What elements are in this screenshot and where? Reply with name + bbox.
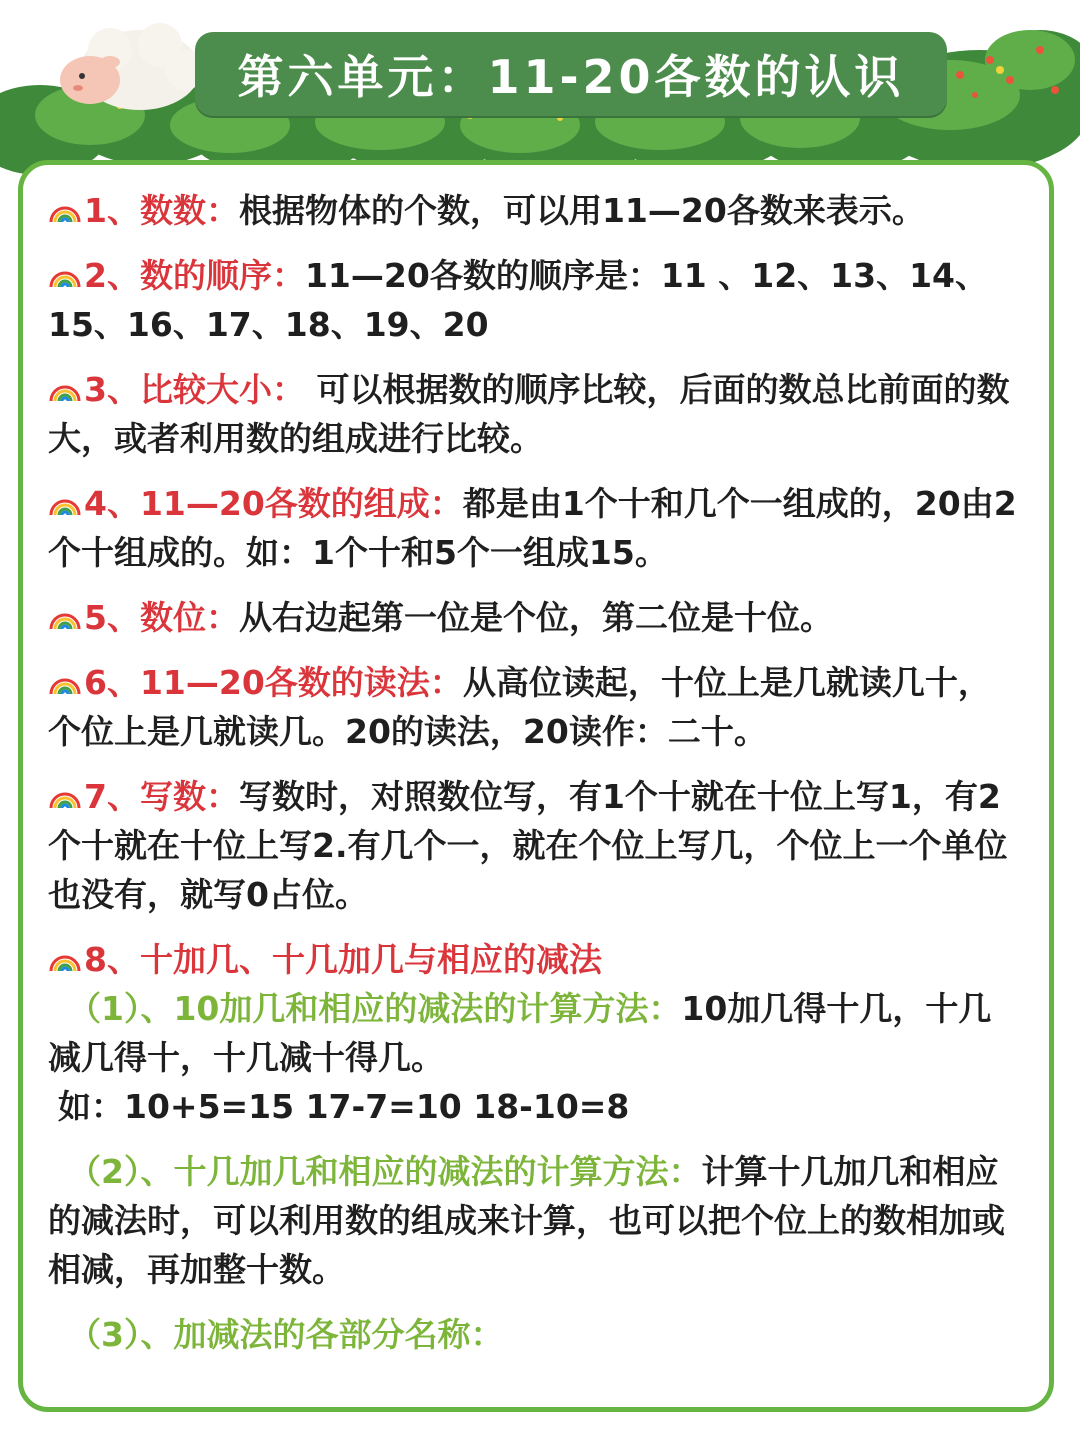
item-text: 可以根据数的顺序比较，后面的数总比前面的数大，或者利用数的组成进行比较。 — [48, 370, 1010, 458]
list-item — [48, 593, 1023, 642]
subsection-text: 10加几得十几，十几减几得十，十几减十得几。 — [48, 989, 992, 1077]
rainbow-icon — [48, 257, 82, 291]
rainbow-icon — [48, 485, 82, 519]
rainbow-icon — [48, 778, 82, 812]
section-heading: 8、十加几、十几加几与相应的减法 — [84, 940, 602, 979]
subsection-heading: （1）、10加几和相应的减法的计算方法： — [68, 989, 682, 1028]
item-heading: 6、11—20各数的读法： — [84, 663, 463, 702]
page-title: 第六单元：11-20各数的认识 — [237, 50, 905, 104]
item-heading: 4、11—20各数的组成： — [84, 484, 463, 523]
title-banner — [195, 32, 947, 116]
list-item — [48, 658, 1023, 756]
item-heading: 1、数数： — [84, 191, 239, 230]
item-text: 11—20各数的顺序是：11 、12、13、14、15、16、17、18、19、20 — [48, 256, 988, 344]
section-8 — [48, 935, 1023, 1131]
item-heading: 2、数的顺序： — [84, 256, 305, 295]
item-text: 写数时，对照数位写，有1个十就在十位上写1，有2个十就在十位上写2.有几个一，就在个位上写几，个位上一个单位也没有，就写0占位。 — [48, 777, 1008, 914]
list-item — [48, 251, 1023, 349]
item-text: 都是由1个十和几个一组成的，20由2个十组成的。如：1个十和5个一组成15。 — [48, 484, 1017, 572]
list-item — [48, 186, 1023, 235]
item-heading: 5、数位： — [84, 598, 239, 637]
item-heading: 3、比较大小： — [84, 370, 305, 409]
rainbow-icon — [48, 941, 82, 975]
rainbow-icon — [48, 599, 82, 633]
subsection-1 — [48, 984, 1023, 1082]
subsection-text: 计算十几加几和相应的减法时，可以利用数的组成来计算，也可以把个位上的数相加或相减，再加整十数。 — [48, 1152, 1005, 1289]
subsection-heading: （2）、十几加几和相应的减法的计算方法： — [68, 1152, 702, 1191]
list-item — [48, 365, 1023, 463]
subsection-3 — [48, 1310, 1023, 1359]
rainbow-icon — [48, 664, 82, 698]
subsection-heading: （3）、加减法的各部分名称： — [68, 1315, 504, 1354]
example-line: 如：10+5=15 17-7=10 18-10=8 — [58, 1087, 630, 1126]
sheep-icon — [30, 10, 210, 130]
rainbow-icon — [48, 192, 82, 226]
subsection-2 — [48, 1147, 1023, 1294]
list-item — [48, 479, 1023, 577]
rainbow-icon — [48, 371, 82, 405]
list-item — [48, 772, 1023, 919]
item-text: 从右边起第一位是个位，第二位是十位。 — [238, 598, 833, 637]
content-list — [48, 186, 1023, 1375]
item-heading: 7、写数： — [84, 777, 239, 816]
item-text: 根据物体的个数，可以用11—20各数来表示。 — [238, 191, 925, 230]
item-text: 从高位读起，十位上是几就读几十，个位上是几就读几。20的读法，20读作：二十。 — [48, 663, 991, 751]
